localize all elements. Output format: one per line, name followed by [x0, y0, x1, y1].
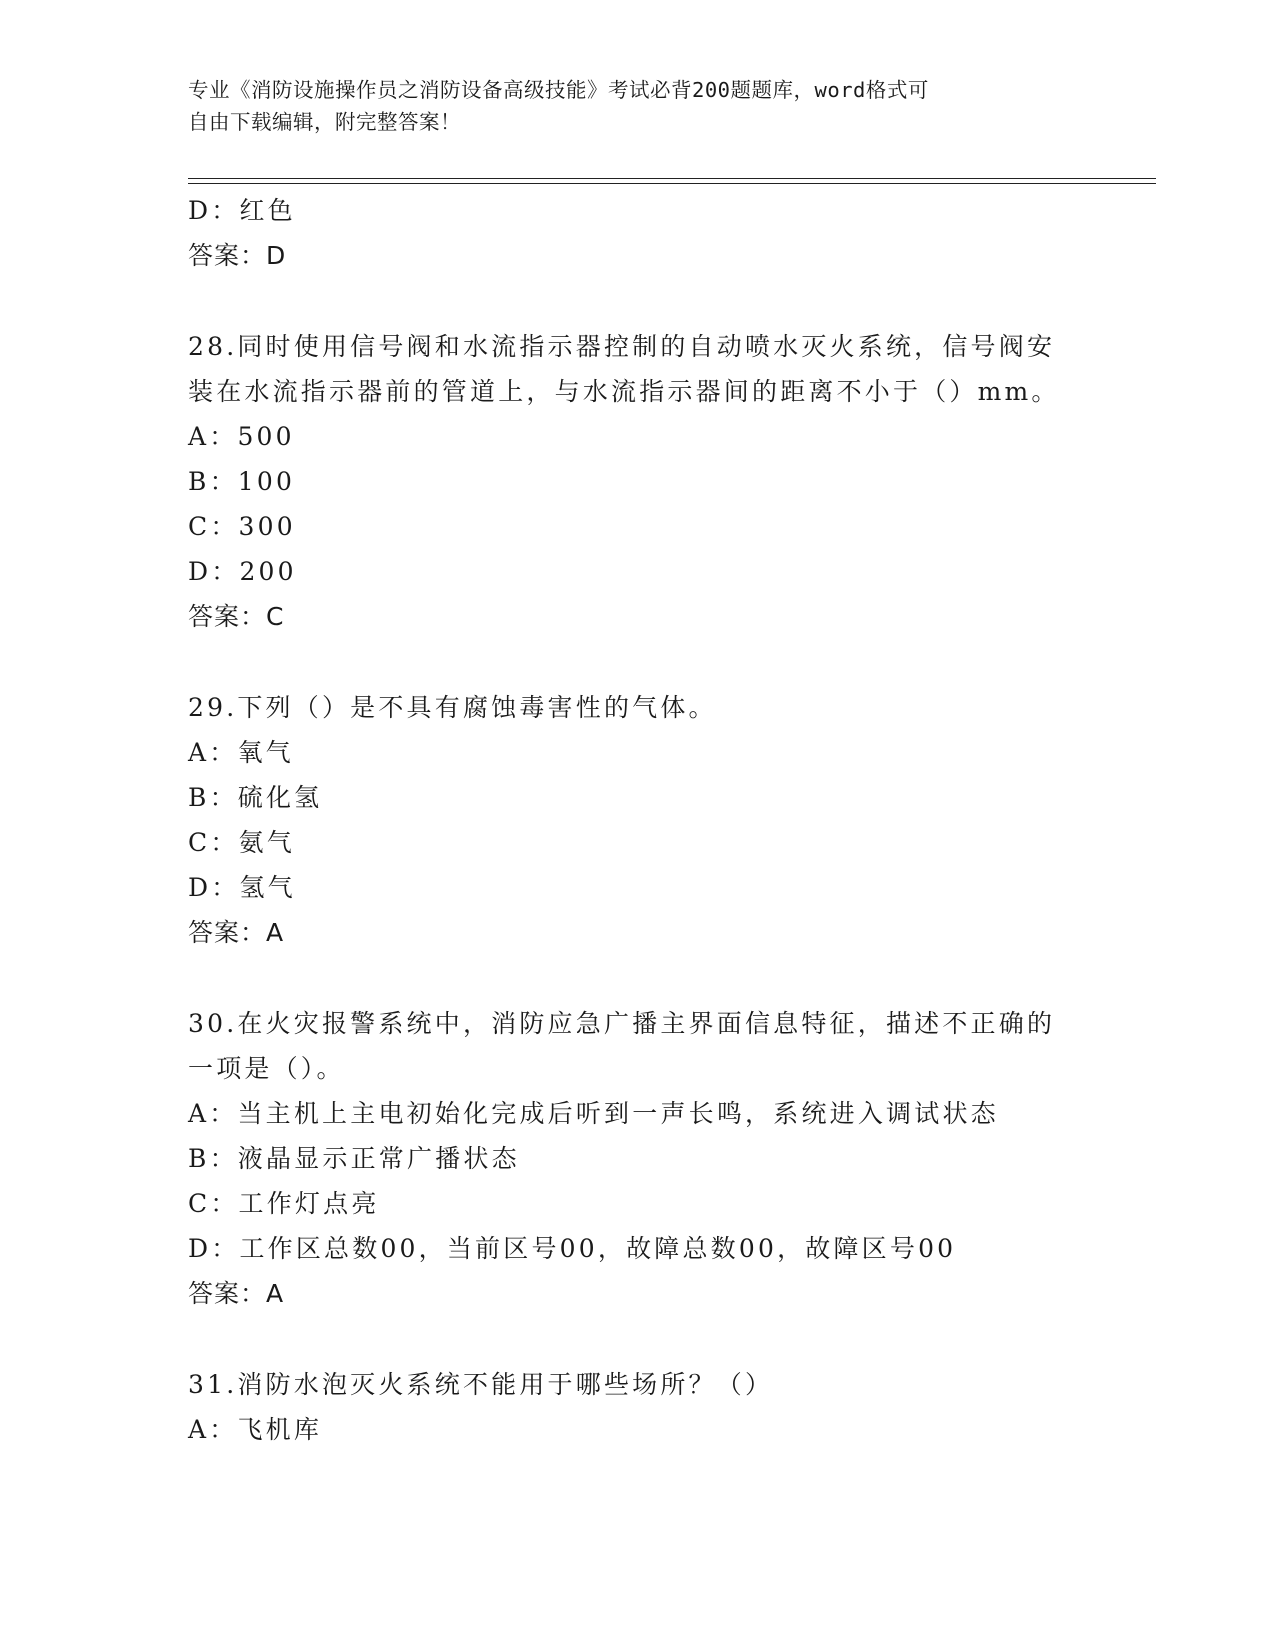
q28-stem-line1: 28.同时使用信号阀和水流指示器控制的自动喷水灭火系统，信号阀安 [188, 332, 1056, 361]
q29-stem-line1: 29.下列（）是不具有腐蚀毒害性的气体。 [188, 693, 717, 722]
q30-option-b: B：液晶显示正常广播状态 [188, 1144, 520, 1173]
header-note [188, 74, 1068, 138]
q28-answer: 答案：C [188, 602, 285, 631]
header-rule-top [188, 178, 1156, 179]
q30-option-d: D：工作区总数00，当前区号00，故障总数00，故障区号00 [188, 1234, 957, 1263]
q31-option-a: A：飞机库 [188, 1415, 323, 1444]
q29-answer: 答案：A [188, 918, 285, 947]
q30-option-a: A：当主机上主电初始化完成后听到一声长鸣，系统进入调试状态 [188, 1099, 999, 1128]
q30-option-c: C：工作灯点亮 [188, 1189, 380, 1218]
q28-option-c: C：300 [188, 512, 296, 541]
q28-option-a: A：500 [188, 422, 295, 451]
q31-stem-line1: 31.消防水泡灭火系统不能用于哪些场所？（） [188, 1370, 774, 1399]
header-rule-bottom [188, 183, 1156, 184]
header-note-line2: 自由下载编辑，附完整答案！ [188, 110, 461, 134]
q28-option-d: D：200 [188, 557, 297, 586]
q28-stem-line2: 装在水流指示器前的管道上，与水流指示器间的距离不小于（）mm。 [188, 377, 1060, 406]
q27-answer: 答案：D [188, 241, 287, 270]
q29-option-c: C：氨气 [188, 828, 295, 857]
header-note-line1: 专业《消防设施操作员之消防设备高级技能》考试必背200题题库，word格式可 [188, 78, 929, 102]
q30-answer: 答案：A [188, 1279, 285, 1308]
q30-stem-line1: 30.在火灾报警系统中，消防应急广播主界面信息特征，描述不正确的 [188, 1009, 1056, 1038]
q30-stem-line2: 一项是（）。 [188, 1054, 345, 1083]
q28-option-b: B：100 [188, 467, 296, 496]
q29-option-d: D：氢气 [188, 873, 296, 902]
q27-option-d: D：红色 [188, 196, 296, 225]
q29-option-a: A：氧气 [188, 738, 294, 767]
q29-option-b: B：硫化氢 [188, 783, 323, 812]
